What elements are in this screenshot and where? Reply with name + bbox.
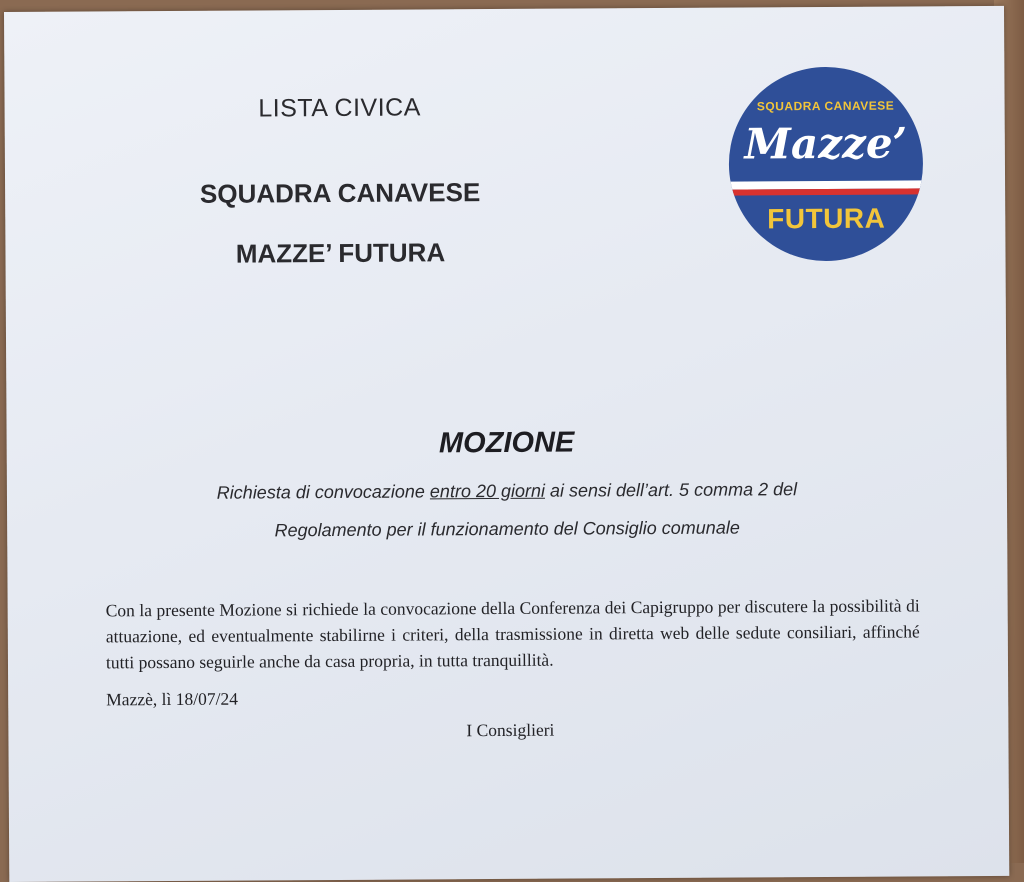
header-lista-civica: LISTA CIVICA bbox=[258, 93, 421, 123]
header-mazze-futura: MAZZE’ FUTURA bbox=[235, 237, 446, 269]
party-logo bbox=[728, 66, 923, 261]
date-line: Mazzè, lì 18/07/24 bbox=[106, 688, 238, 710]
subtitle-line-2: Regolamento per il funzionamento del Consiglio comunale bbox=[274, 517, 740, 541]
logo-red-stripe bbox=[729, 188, 923, 195]
signature-line: I Consiglieri bbox=[466, 719, 555, 741]
subtitle-part-2: ai sensi dell’art. 5 comma 2 del bbox=[544, 479, 798, 501]
header-squadra-canavese: SQUADRA CANAVESE bbox=[199, 177, 481, 209]
subtitle-part-1: Richiesta di convocazione bbox=[216, 481, 430, 503]
document-page bbox=[4, 6, 1009, 882]
subtitle-line-1 bbox=[7, 478, 1007, 505]
document-title: MOZIONE bbox=[438, 426, 575, 460]
subtitle-underlined: entro 20 giorni bbox=[429, 480, 546, 502]
logo-top-text: SQUADRA CANAVESE bbox=[756, 98, 895, 114]
body-paragraph: Con la presente Mozione si richiede la convocazione della Conferenza dei Capigruppo per discutere la possibilità di attuazione, ed eventualmente stabilirne i criteri, della trasmissione in diretta web delle sedute consiliari, affinché tutti possano seguirle anche da casa propria, in tutta tranquillità. bbox=[105, 595, 920, 673]
logo-bottom-text: FUTURA bbox=[767, 202, 886, 235]
logo-script-text: Mazze’ bbox=[744, 118, 908, 169]
